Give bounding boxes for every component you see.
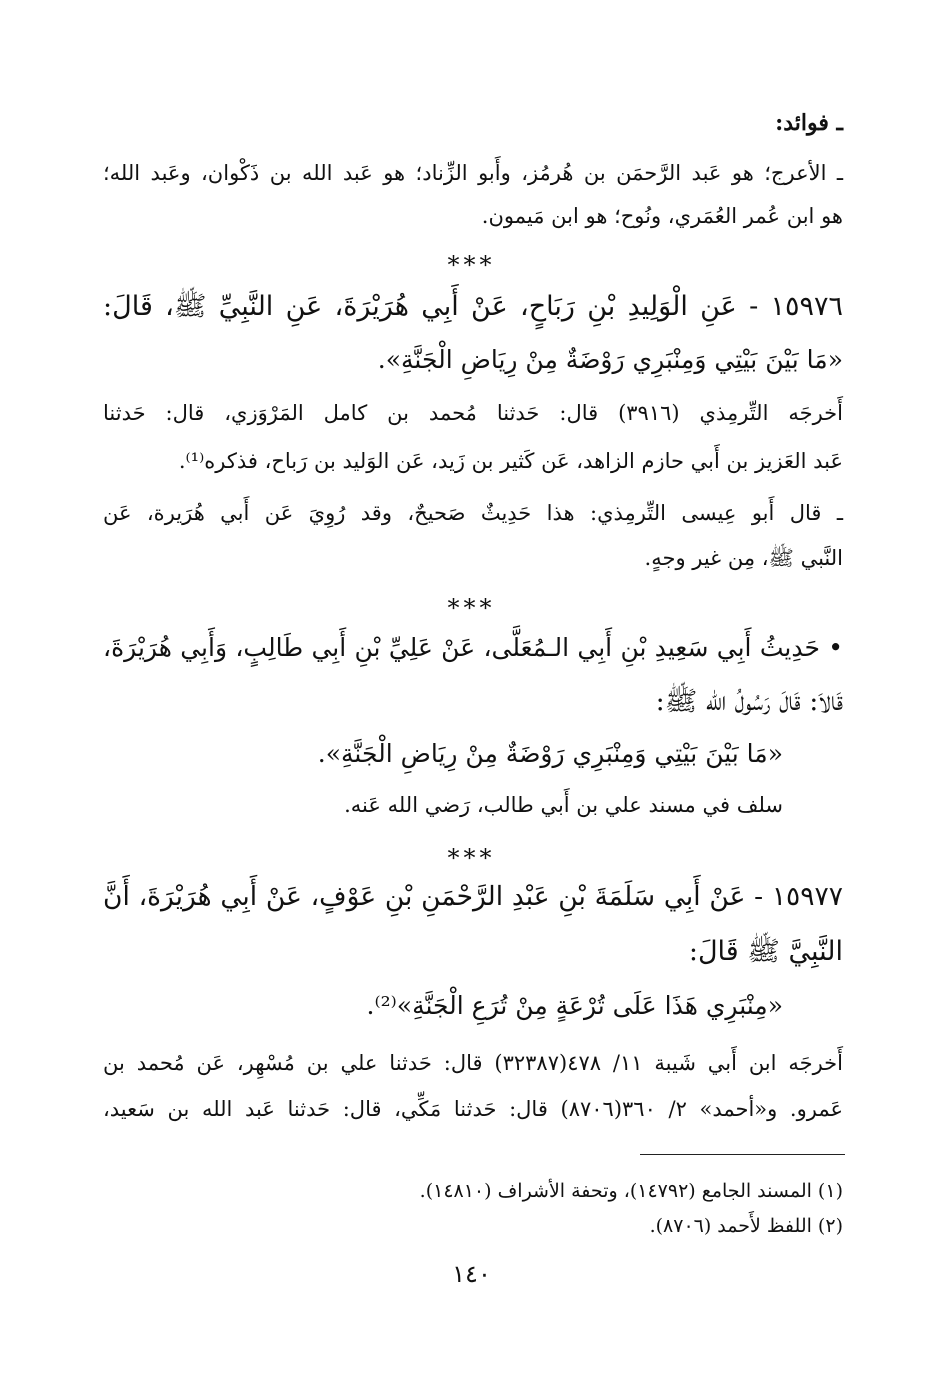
page-number: ١٤٠ [452,1260,491,1288]
hadith-ali-matn: «مَا بَيْنَ بَيْتِي وَمِنْبَرِي رَوْضَةٌ مِنْ رِيَاضِ الْجَنَّةِ». [317,739,783,768]
hadith-15976-line-1: ١٥٩٧٦ - عَنِ الْوَلِيدِ بْنِ رَبَاحٍ، عَنْ أَبِي هُرَيْرَةَ، عَنِ النَّبِيِّ ﷺ، قَالَ: [103,291,843,322]
hadith-15977-matn: «مِنْبَرِي هَذَا عَلَى تُرْعَةٍ مِنْ تُرَعِ الْجَنَّةِ»⁽²⁾. [366,991,783,1020]
benefits-line-2: هو ابن عُمر العُمَري، ونُوح؛ هو ابن مَيمون. [481,204,843,228]
hadith-ali-line-2: قَالاَ: قَالَ رَسُولُ الله ﷺ: [655,686,843,717]
footnote-divider [640,1154,845,1155]
hadith-15976-comment-1: ـ قال أَبو عِيسى التِّرمِذي: هذا حَدِيثٌ صَحيحٌ، وقد رُوِيَ عَن أَبي هُرَيرة، عَن [103,501,843,525]
hadith-15976-comment-2: النَّبي ﷺ، مِن غير وجهٍ. [644,546,843,570]
hadith-ali-line-1: • حَدِيثُ أَبِي سَعِيدِ بْنِ أَبِي الـمُعَلَّى، عَنْ عَلِيِّ بْنِ أَبِي طَالِبٍ، وَأَبِي هُرَيْرَةَ، [103,633,843,662]
benefits-line-1: ـ الأعرج؛ هو عَبد الرَّحمَن بن هُرمُز، وأَبو الزِّناد؛ هو عَبد الله بن ذَكْوان، وعَبد الله؛ [103,161,843,185]
hadith-15976-matn: «مَا بَيْنَ بَيْتِي وَمِنْبَرِي رَوْضَةٌ مِنْ رِيَاضِ الْجَنَّةِ». [377,345,843,374]
hadith-15977-takhrij-1: أَخرجَه ابن أَبي شَيبة ١١/ ٤٧٨(٣٢٣٨٧) قال: حَدثنا علي بن مُسْهِر، عَن مُحمد بن [103,1051,843,1075]
hadith-15976-takhrij-2: عَبد العَزيز بن أَبي حازم الزاهد، عَن كَثير بن زَيد، عَن الوَليد بن رَباح، فذكره⁽¹⁾. [178,449,843,473]
hadith-ali-note: سلف في مسند علي بن أَبي طالب، رَضي الله عَنه. [344,793,783,817]
footnote-1: (١) المسند الجامع (١٤٧٩٢)، وتحفة الأشراف (١٤٨١٠). [419,1180,843,1202]
section-separator: *** [447,251,496,279]
hadith-15977-line-2: النَّبِيَّ ﷺ قَالَ: [688,936,843,967]
hadith-15977-line-1: ١٥٩٧٧ - عَنْ أَبِي سَلَمَةَ بْنِ عَبْدِ الرَّحْمَنِ بْنِ عَوْفٍ، عَنْ أَبِي هُرَيْرَةَ، أَنَّ [103,881,843,912]
hadith-15977-takhrij-2: عَمرو. و«أحمد» ٢/ ٣٦٠(٨٧٠٦) قال: حَدثنا مَكِّي، قال: حَدثنا عَبد الله بن سَعيد، [103,1097,843,1121]
section-separator: *** [447,594,496,622]
benefits-heading: ـ فوائد: [775,110,843,136]
footnote-2: (٢) اللفظ لأَحمد (٨٧٠٦). [649,1215,843,1237]
hadith-15976-takhrij-1: أَخرجَه التِّرمِذي (٣٩١٦) قال: حَدثنا مُحمد بن كامل المَرْوَزي، قال: حَدثنا [103,401,843,425]
section-separator: *** [447,844,496,872]
